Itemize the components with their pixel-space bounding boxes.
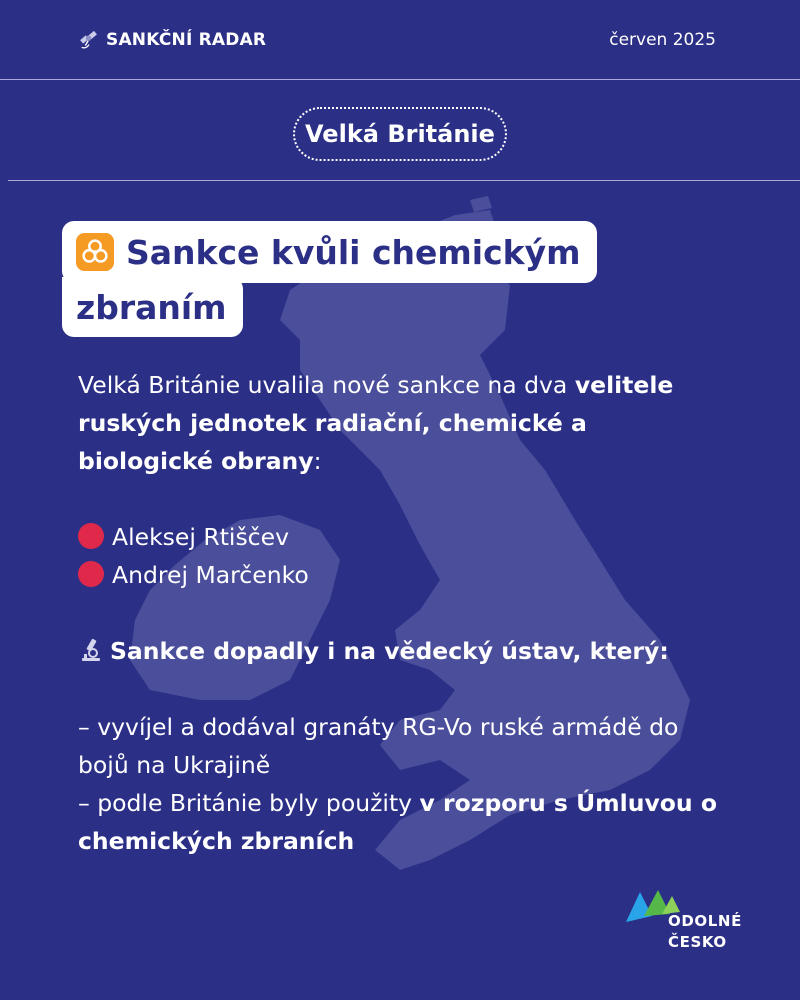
- person-item: [78, 518, 718, 556]
- satellite-icon: [78, 29, 100, 51]
- title-text-2: zbraním: [76, 287, 227, 327]
- orkney-shape: [470, 196, 492, 212]
- title-text-1: Sankce kvůli chemickým: [126, 232, 581, 272]
- logo-line-2: ČESKO: [668, 933, 727, 951]
- intro-plain: Velká Británie uvalila nové sankce na dva: [78, 371, 575, 399]
- title-line-2: [62, 277, 243, 337]
- person-name: Andrej Marčenko: [112, 561, 309, 589]
- logo-text: [668, 911, 742, 953]
- country-badge-wrap: [0, 107, 800, 161]
- institute-item-1: – vyvíjel a dodával granáty RG-Vo ruské armádě do bojů na Ukrajině: [78, 713, 679, 779]
- country-badge: Velká Británie: [293, 107, 507, 161]
- brand-label: SANKČNÍ RADAR: [106, 30, 267, 50]
- institute-heading-text: Sankce dopadly i na vědecký ústav, který:: [110, 637, 669, 665]
- biohazard-icon: [76, 233, 114, 271]
- header: [0, 0, 800, 80]
- person-item: [78, 556, 718, 594]
- body-text: [78, 366, 718, 860]
- microscope-icon: [78, 637, 104, 663]
- red-circle-icon: [78, 523, 104, 549]
- red-circle-icon: [78, 561, 104, 587]
- institute-heading: [78, 632, 718, 670]
- intro-paragraph: [78, 366, 718, 480]
- institute-item-2-plain: – podle Británie byly použity: [78, 789, 420, 817]
- divider: [8, 180, 800, 181]
- intro-end: :: [313, 447, 322, 475]
- date-label: červen 2025: [609, 30, 716, 50]
- institute-item-2-bold: v rozporu s Úmluvou o chemických zbraních: [78, 789, 717, 855]
- title-line-1: [62, 221, 597, 283]
- intro-bold: velitele ruských jednotek radiační, chemické a biologické obrany: [78, 371, 674, 475]
- logo-line-1: ODOLNÉ: [668, 912, 742, 930]
- person-name: Aleksej Rtiščev: [112, 523, 289, 551]
- institute-item-2: [78, 784, 718, 860]
- brand: [78, 29, 266, 51]
